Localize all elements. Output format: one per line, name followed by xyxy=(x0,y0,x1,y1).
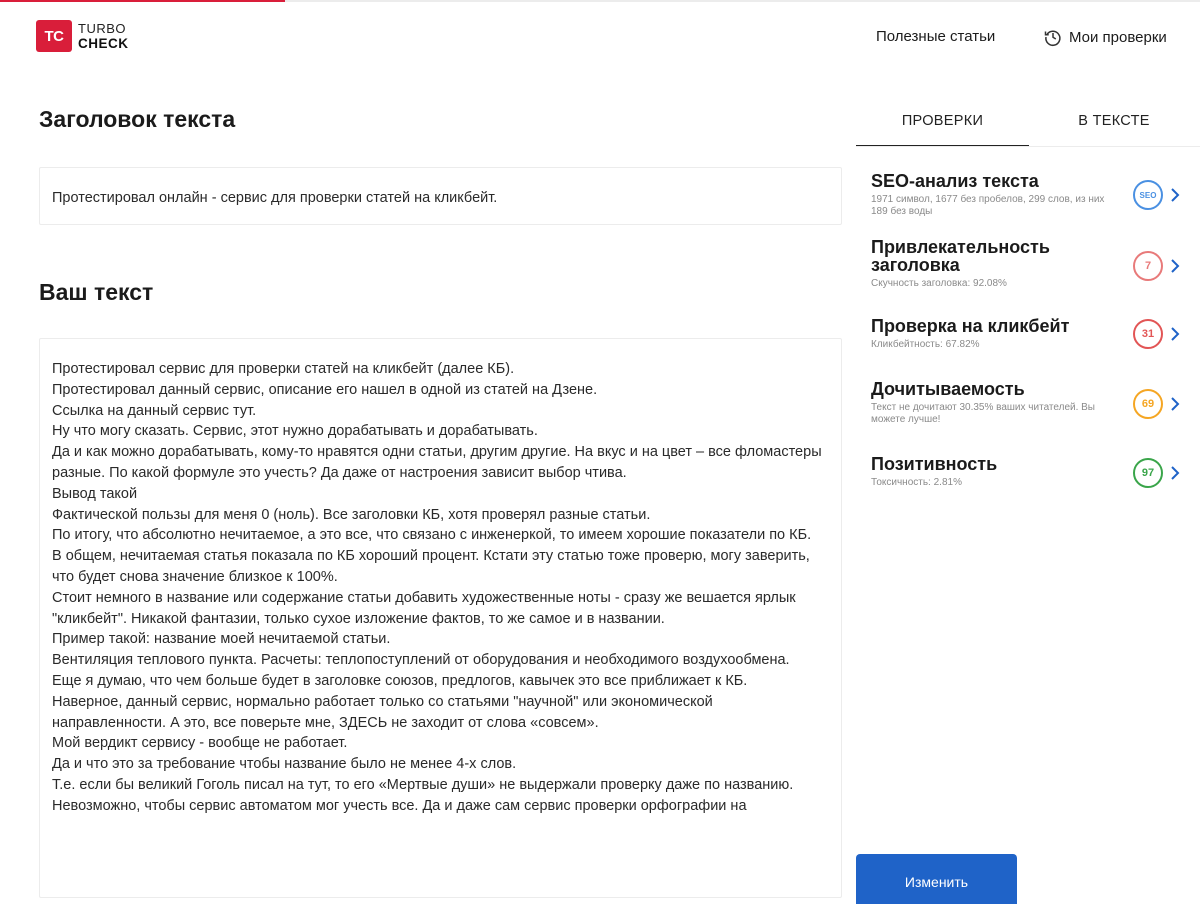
check-subtitle: Текст не дочитают 30.35% ваших читателей. Вы можете лучше! xyxy=(871,402,1095,425)
side-tabs xyxy=(856,103,1200,147)
check-title: SEO-анализ текста xyxy=(871,171,1039,191)
check-score-badge: 97 xyxy=(1133,458,1163,488)
check-score-badge: 7 xyxy=(1133,251,1163,281)
body-text-editor[interactable] xyxy=(39,338,842,898)
check-subtitle: Токсичность: 2.81% xyxy=(871,477,962,488)
chevron-right-icon xyxy=(1169,258,1181,274)
tabs-divider xyxy=(856,146,1200,147)
chevron-right-icon xyxy=(1169,187,1181,203)
logo-word-check: CHECK xyxy=(78,36,129,51)
check-read-through[interactable] xyxy=(871,380,1191,425)
body-paragraph: По итогу, что абсолютно нечитаемое, а это все, что связано с инженеркой, то имеем хорошие показатели по КБ. xyxy=(52,527,812,544)
body-paragraph: Фактической пользы для меня 0 (ноль). Все заголовки КБ, хотя проверял разные статьи. xyxy=(52,506,651,523)
check-title: Проверка на кликбейт xyxy=(871,316,1070,336)
top-progress-accent xyxy=(0,0,285,2)
body-paragraph: Ссылка на данный сервис тут. xyxy=(52,402,257,419)
logo-mark: TC xyxy=(36,20,72,52)
body-paragraph: Да и что это за требование чтобы название было не менее 4-х слов. xyxy=(52,756,517,773)
body-paragraph: Ну что могу сказать. Сервис, этот нужно дорабатывать и дорабатывать. xyxy=(52,423,538,440)
chevron-right-icon xyxy=(1169,465,1181,481)
body-paragraph: Протестировал данный сервис, описание его нашел в одной из статей на Дзене. xyxy=(52,381,598,398)
body-paragraph: В общем, нечитаемая статья показала по КБ хороший процент. Кстати эту статью тоже проверю, могу заверить, что будет снова значение близкое к 100%. xyxy=(52,548,810,585)
check-headline-appeal[interactable] xyxy=(871,238,1191,290)
logo[interactable] xyxy=(36,20,129,52)
body-paragraph: Мой вердикт сервису - вообще не работает. xyxy=(52,735,348,752)
check-title: Привлекательность заголовка xyxy=(871,237,1050,275)
check-score-badge: 31 xyxy=(1133,319,1163,349)
tab-in-text[interactable]: В ТЕКСТЕ xyxy=(1078,113,1150,129)
top-progress-line xyxy=(0,0,1200,2)
nav-my-checks-label: Мои проверки xyxy=(1069,28,1167,46)
logo-word-turbo: TURBO xyxy=(78,21,126,36)
apply-button[interactable]: Изменить xyxy=(856,854,1017,904)
check-seo[interactable] xyxy=(871,172,1191,217)
check-score-badge: 69 xyxy=(1133,389,1163,419)
body-heading: Ваш текст xyxy=(39,279,154,305)
tab-checks[interactable]: ПРОВЕРКИ xyxy=(856,103,1029,147)
headline-input[interactable]: Протестировал онлайн - сервис для проверки статей на кликбейт. xyxy=(39,167,842,225)
body-paragraph: Да и как можно дорабатывать, кому-то нравятся одни статьи, другим другие. На вкус и на цвет – все фломастеры разные. По какой формуле это учесть? Да даже от настроения зависит выбор чтива. xyxy=(52,444,822,481)
check-title: Дочитываемость xyxy=(871,379,1025,399)
body-paragraph: Еще я думаю, что чем больше будет в заголовке союзов, предлогов, кавычек это все приближает к КБ. xyxy=(52,672,748,689)
check-clickbait[interactable] xyxy=(871,317,1191,351)
body-paragraph: Пример такой: название моей нечитаемой статьи. xyxy=(52,631,391,648)
nav-useful-articles[interactable]: Полезные статьи xyxy=(876,28,996,45)
check-positivity[interactable] xyxy=(871,455,1191,489)
body-paragraph: Вывод такой xyxy=(52,485,138,502)
chevron-right-icon xyxy=(1169,326,1181,342)
body-paragraph: Наверное, данный сервис, нормально работает только со статьями "научной" или экономической направленности. А это, все поверьте мне, ЗДЕСЬ не заходит от слова «совсем». xyxy=(52,693,713,731)
body-paragraph: Протестировал сервис для проверки статей на кликбейт (далее КБ). xyxy=(52,361,515,377)
body-paragraph: Невозможно, чтобы сервис автоматом мог учесть все. Да и даже сам сервис проверки орфографии на xyxy=(52,797,747,814)
check-subtitle: 1971 символ, 1677 без пробелов, 299 слов, из них 189 без воды xyxy=(871,194,1105,217)
check-subtitle: Скучность заголовка: 92.08% xyxy=(871,278,1007,289)
body-paragraph: Вентиляция теплового пункта. Расчеты: теплопоступлений от оборудования и необходимого воздухообмена. xyxy=(52,652,790,669)
chevron-right-icon xyxy=(1169,396,1181,412)
history-icon xyxy=(1044,28,1062,46)
check-score-badge: SEO xyxy=(1133,180,1163,210)
body-paragraph: Стоит немного в название или содержание статьи добавить художественные ноты - сразу же вешается ярлык "кликбейт". Никакой фантазии, только сухое изложение фактов, то же самое и в названии. xyxy=(52,589,796,627)
nav-my-checks[interactable] xyxy=(1044,28,1167,46)
headline-heading: Заголовок текста xyxy=(39,106,236,132)
check-subtitle: Кликбейтность: 67.82% xyxy=(871,339,980,350)
logo-wordmark xyxy=(78,21,129,51)
body-paragraph: Т.е. если бы великий Гоголь писал на тут, то его «Мертвые души» не выдержали проверку даже по названию. xyxy=(52,776,794,793)
check-title: Позитивность xyxy=(871,454,998,474)
